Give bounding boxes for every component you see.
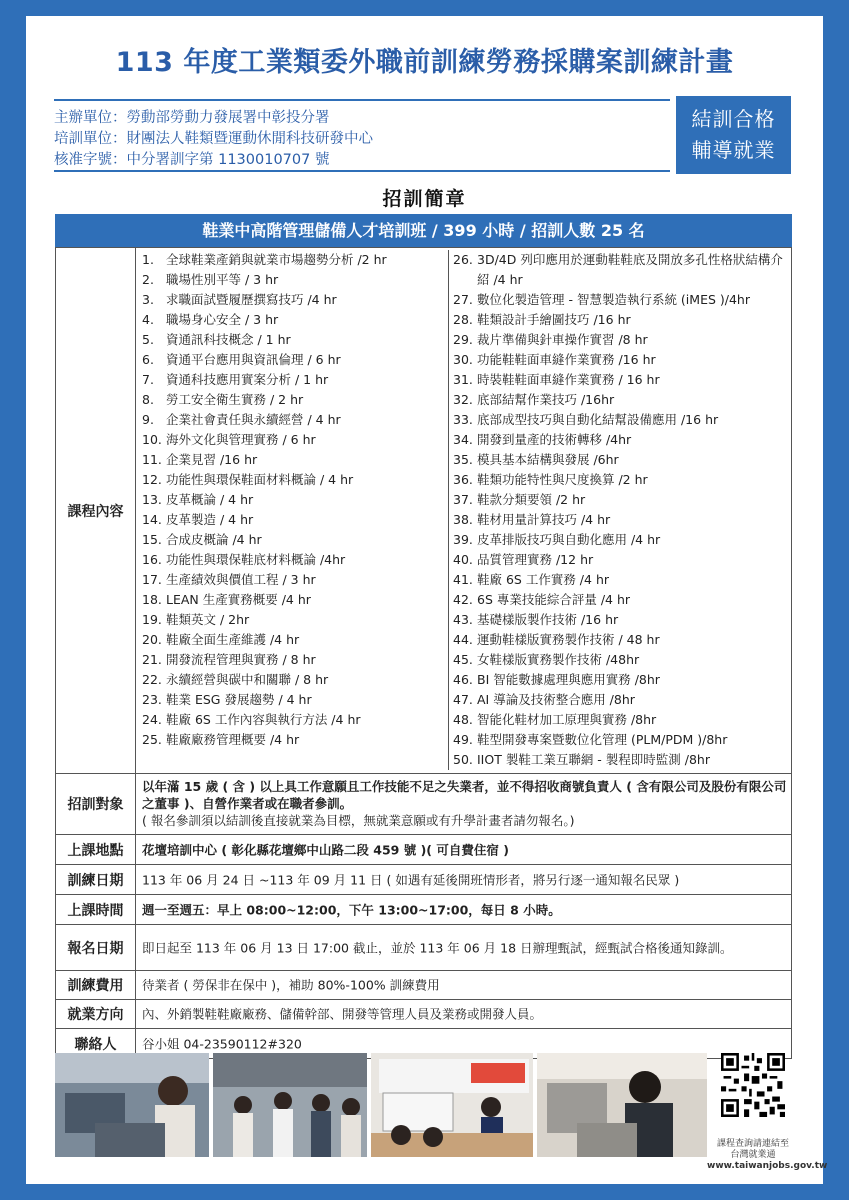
- course-item: [451, 470, 790, 490]
- course-item: [451, 290, 790, 310]
- course-item-number: 21.: [142, 652, 162, 667]
- course-item: [140, 370, 446, 390]
- training-photo-4: [537, 1053, 707, 1157]
- course-item-number: 38.: [453, 512, 473, 527]
- course-item-number: 26.: [453, 252, 473, 267]
- course-list-right: [448, 250, 790, 770]
- course-item-number: 2.: [142, 272, 154, 287]
- course-item-number: 3.: [142, 292, 154, 307]
- course-item-text: 6S 專業技能綜合評量 /4 hr: [477, 592, 631, 607]
- course-item-text: 鞋廠 6S 工作實務 /4 hr: [477, 572, 610, 587]
- course-item: [140, 710, 446, 730]
- course-item-text: 企業社會責任與永續經營 / 4 hr: [166, 412, 341, 427]
- training-photo-3: [371, 1053, 533, 1157]
- course-item: [451, 750, 790, 770]
- course-item-text: 基礎樣版製作技術 /16 hr: [477, 612, 619, 627]
- course-item-number: 49.: [453, 732, 473, 747]
- course-item: [140, 470, 446, 490]
- time-label: 上課時間: [56, 895, 136, 924]
- photo-workshop: [55, 1053, 209, 1157]
- course-row: [56, 248, 791, 774]
- course-item-text: 鞋款分類要領 /2 hr: [477, 492, 586, 507]
- course-item-text: 鞋業 ESG 發展趨勢 / 4 hr: [166, 692, 312, 707]
- flyer: [26, 16, 828, 1184]
- course-item-number: 42.: [453, 592, 473, 607]
- course-item: [451, 690, 790, 710]
- course-item-number: 28.: [453, 312, 473, 327]
- course-item: [140, 610, 446, 630]
- qr-code-box: [707, 1053, 828, 1179]
- course-item-text: 鞋類英文 / 2hr: [166, 612, 250, 627]
- course-item: [451, 370, 790, 390]
- career-label: 就業方向: [56, 1000, 136, 1028]
- qr-caption: [707, 1139, 828, 1172]
- organizer-info: [54, 94, 670, 174]
- info-table: [55, 247, 792, 1059]
- job-placement-badge: [676, 96, 791, 174]
- course-item-number: 41.: [453, 572, 473, 587]
- course-item-number: 6.: [142, 352, 154, 367]
- course-item: [140, 250, 446, 270]
- course-item-text: 職場性別平等 / 3 hr: [166, 272, 279, 287]
- course-item: [451, 490, 790, 510]
- course-item: [451, 590, 790, 610]
- course-item: [451, 570, 790, 590]
- course-item-text: AI 導論及技術整合應用 /8hr: [477, 692, 635, 707]
- target-text: [142, 778, 787, 829]
- course-item-number: 37.: [453, 492, 473, 507]
- course-item: [140, 390, 446, 410]
- photo-class-group: [213, 1053, 367, 1157]
- course-item-number: 13.: [142, 492, 162, 507]
- location-text: 花壇培訓中心 ( 彰化縣花壇鄉中山路二段 459 號 )( 可自費住宿 ): [142, 842, 509, 857]
- course-item: [451, 530, 790, 550]
- fee-row: [56, 971, 791, 1000]
- course-item-text: 開發流程管理與實務 / 8 hr: [166, 652, 316, 667]
- course-item-text: IIOT 製鞋工業互聯網 - 製程即時監測 /8hr: [477, 752, 710, 767]
- course-item-number: 46.: [453, 672, 473, 687]
- target-main: 以年滿 15 歲 ( 含 ) 以上具工作意願且工作技能不足之失業者，並不得招收商號負責人 ( 含有限公司及股份有限公司之董事 )、自營作業者或在職者參訓。: [142, 779, 787, 811]
- course-item: [451, 650, 790, 670]
- divider-bottom: [54, 170, 670, 172]
- course-item: [140, 730, 446, 750]
- course-item-number: 31.: [453, 372, 473, 387]
- course-item-text: 鞋類功能特性與尺度換算 /2 hr: [477, 472, 648, 487]
- qr-url[interactable]: www.taiwanjobs.gov.tw: [707, 1161, 828, 1171]
- organizer-text: 主辦單位：勞動部勞動力發展署中彰投分署: [54, 110, 330, 126]
- course-item-number: 39.: [453, 532, 473, 547]
- course-item-number: 27.: [453, 292, 473, 307]
- course-item-text: 女鞋樣版實務製作技術 /48hr: [477, 652, 640, 667]
- course-item-number: 33.: [453, 412, 473, 427]
- target-note: ( 報名參訓須以結訓後直接就業為目標，無就業意願或有升學計畫者請勿報名。): [142, 813, 575, 828]
- course-item-number: 4.: [142, 312, 154, 327]
- fee-text: 待業者 ( 勞保非在保中 )，補助 80%-100% 訓練費用: [142, 977, 440, 993]
- course-item: [451, 670, 790, 690]
- course-item-number: 23.: [142, 692, 162, 707]
- course-list-left: [140, 250, 446, 750]
- course-item-text: 底部成型技巧與自動化結幫設備應用 /16 hr: [477, 412, 719, 427]
- course-item-text: 底部結幫作業技巧 /16hr: [477, 392, 615, 407]
- photo-strip: [55, 1053, 828, 1179]
- course-item-text: 勞工安全衛生實務 / 2 hr: [166, 392, 304, 407]
- course-item-number: 25.: [142, 732, 162, 747]
- qr-caption-2: 台灣就業通: [730, 1150, 776, 1160]
- course-item-number: 29.: [453, 332, 473, 347]
- course-item-number: 47.: [453, 692, 473, 707]
- course-item: [140, 590, 446, 610]
- course-item-number: 11.: [142, 452, 162, 467]
- course-item: [451, 430, 790, 450]
- course-item: [140, 330, 446, 350]
- course-item-number: 8.: [142, 392, 154, 407]
- course-item-text: 功能性與環保鞋底材料概論 /4hr: [166, 552, 346, 567]
- course-item: [451, 710, 790, 730]
- badge-line-2: 輔導就業: [691, 138, 776, 162]
- signup-row: [56, 925, 791, 971]
- divider-top: [54, 99, 670, 101]
- course-item: [451, 510, 790, 530]
- signup-text: 即日起至 113 年 06 月 13 日 17:00 截止，並於 113 年 06 月 18 日辦理甄試，經甄試合格後通知錄訓。: [142, 940, 733, 955]
- course-item-number: 32.: [453, 392, 473, 407]
- course-item: [140, 530, 446, 550]
- course-item: [451, 390, 790, 410]
- photo-sewing: [537, 1053, 707, 1157]
- course-item-text: 職場身心安全 / 3 hr: [166, 312, 279, 327]
- class-banner: 鞋業中高階管理儲備人才培訓班 / 399 小時 / 招訓人數 25 名: [55, 214, 792, 247]
- course-item-number: 30.: [453, 352, 473, 367]
- course-item: [451, 410, 790, 430]
- course-item-text: 智能化鞋材加工原理與實務 /8hr: [477, 712, 657, 727]
- course-item-text: 品質管理實務 /12 hr: [477, 552, 594, 567]
- course-item-number: 48.: [453, 712, 473, 727]
- course-item: [140, 450, 446, 470]
- qr-caption-1: 課程查詢請連結至: [716, 1139, 789, 1149]
- time-text: 週一至週五：早上 08:00~12:00，下午 13:00~17:00，每日 8 小時。: [142, 902, 561, 917]
- course-item: [451, 310, 790, 330]
- course-item-text: 鞋廠 6S 工作內容與執行方法 /4 hr: [166, 712, 361, 727]
- course-item-text: 資通訊科技概念 / 1 hr: [166, 332, 291, 347]
- course-item: [140, 690, 446, 710]
- course-item-number: 17.: [142, 572, 162, 587]
- target-row: [56, 774, 791, 835]
- course-item-number: 35.: [453, 452, 473, 467]
- photo-lecture: [371, 1053, 533, 1157]
- career-row: [56, 1000, 791, 1029]
- course-item-number: 10.: [142, 432, 162, 447]
- course-item-number: 43.: [453, 612, 473, 627]
- course-item-text: 鞋類設計手繪圖技巧 /16 hr: [477, 312, 631, 327]
- course-item-number: 9.: [142, 412, 154, 427]
- course-item-text: 資通科技應用實案分析 / 1 hr: [166, 372, 329, 387]
- course-item: [140, 510, 446, 530]
- course-item-text: 合成皮概論 /4 hr: [166, 532, 262, 547]
- course-item: [140, 430, 446, 450]
- course-item: [140, 490, 446, 510]
- course-item-text: 皮革概論 / 4 hr: [166, 492, 254, 507]
- course-item-number: 36.: [453, 472, 473, 487]
- course-item-text: 模具基本結構與發展 /6hr: [477, 452, 619, 467]
- course-label: 課程內容: [56, 248, 136, 774]
- course-item-text: 皮革製造 / 4 hr: [166, 512, 254, 527]
- course-item-number: 24.: [142, 712, 162, 727]
- course-item: [140, 410, 446, 430]
- course-item: [451, 550, 790, 570]
- contact-label: 聯絡人: [56, 1029, 136, 1058]
- time-row: [56, 895, 791, 925]
- trainer-text: 培訓單位：財團法人鞋類暨運動休閒科技研發中心: [54, 131, 373, 147]
- course-item: [451, 450, 790, 470]
- course-item-number: 18.: [142, 592, 162, 607]
- dates-row: [56, 865, 791, 895]
- fee-label: 訓練費用: [56, 971, 136, 999]
- page-title: 113 年度工業類委外職前訓練勞務採購案訓練計畫: [115, 47, 734, 78]
- course-item-text: 運動鞋樣版實務製作技術 / 48 hr: [477, 632, 660, 647]
- course-item-number: 44.: [453, 632, 473, 647]
- course-item: [451, 250, 790, 290]
- course-item-number: 16.: [142, 552, 162, 567]
- dates-label: 訓練日期: [56, 865, 136, 894]
- qr-code-icon[interactable]: [721, 1053, 785, 1117]
- signup-label: 報名日期: [56, 925, 136, 970]
- training-photo-1: [55, 1053, 209, 1157]
- course-item: [451, 630, 790, 650]
- location-row: [56, 835, 791, 865]
- target-label: 招訓對象: [56, 774, 136, 834]
- training-photo-2: [213, 1053, 367, 1157]
- section-title: 招訓簡章: [382, 188, 467, 210]
- course-item-text: 海外文化與管理實務 / 6 hr: [166, 432, 316, 447]
- course-item: [140, 670, 446, 690]
- course-item-text: 功能性與環保鞋面材料概論 / 4 hr: [166, 472, 354, 487]
- course-item-number: 20.: [142, 632, 162, 647]
- course-item-text: 數位化製造管理 - 智慧製造執行系統 (iMES )/4hr: [477, 292, 750, 307]
- approval-text: 核准字號：中分署訓字第 1130010707 號: [54, 152, 330, 168]
- course-item-text: 時裝鞋鞋面車縫作業實務 / 16 hr: [477, 372, 660, 387]
- badge-line-1: 結訓合格: [691, 107, 776, 131]
- career-text: 內、外銷製鞋鞋廠廠務、儲備幹部、開發等管理人員及業務或開發人員。: [142, 1006, 543, 1022]
- course-item-number: 1.: [142, 252, 154, 267]
- course-item: [140, 570, 446, 590]
- course-item-number: 7.: [142, 372, 154, 387]
- course-item-number: 5.: [142, 332, 154, 347]
- course-item-number: 19.: [142, 612, 162, 627]
- location-label: 上課地點: [56, 835, 136, 864]
- course-item-text: 鞋材用量計算技巧 /4 hr: [477, 512, 611, 527]
- course-item: [451, 350, 790, 370]
- course-item-text: LEAN 生產實務概要 /4 hr: [166, 592, 311, 607]
- course-item-text: 3D/4D 列印應用於運動鞋鞋底及開放多孔性格狀結構介紹 /4 hr: [477, 252, 783, 287]
- course-item-text: 鞋廠全面生產維護 /4 hr: [166, 632, 300, 647]
- course-item: [140, 270, 446, 290]
- course-item: [140, 650, 446, 670]
- course-item-text: 生產績效與價值工程 / 3 hr: [166, 572, 316, 587]
- course-item-text: 求職面試暨履歷撰寫技巧 /4 hr: [166, 292, 337, 307]
- course-item: [140, 310, 446, 330]
- course-item-number: 15.: [142, 532, 162, 547]
- course-item-text: 鞋型開發專案暨數位化管理 (PLM/PDM )/8hr: [477, 732, 728, 747]
- course-item: [140, 350, 446, 370]
- course-item-number: 14.: [142, 512, 162, 527]
- course-item: [451, 610, 790, 630]
- course-item-text: 鞋廠廠務管理概要 /4 hr: [166, 732, 300, 747]
- course-item-text: 企業見習 /16 hr: [166, 452, 258, 467]
- course-item-text: BI 智能數據處理與應用實務 /8hr: [477, 672, 660, 687]
- course-item: [140, 630, 446, 650]
- course-item-text: 裁片準備與針車操作實習 /8 hr: [477, 332, 648, 347]
- course-item-text: 全球鞋業產銷與就業市場趨勢分析 /2 hr: [166, 252, 387, 267]
- course-item-text: 皮革排版技巧與自動化應用 /4 hr: [477, 532, 661, 547]
- course-item: [140, 290, 446, 310]
- course-item-text: 永續經營與碳中和關聯 / 8 hr: [166, 672, 329, 687]
- course-item-text: 資通平台應用與資訊倫理 / 6 hr: [166, 352, 341, 367]
- course-item: [451, 730, 790, 750]
- dates-text: 113 年 06 月 24 日 ~113 年 09 月 11 日 ( 如遇有延後開班情形者，將另行逐一通知報名民眾 ): [142, 872, 680, 887]
- course-item-number: 40.: [453, 552, 473, 567]
- course-item: [451, 330, 790, 350]
- course-item-number: 45.: [453, 652, 473, 667]
- course-item-text: 功能鞋鞋面車縫作業實務 /16 hr: [477, 352, 656, 367]
- course-item-number: 50.: [453, 752, 473, 767]
- course-item-number: 22.: [142, 672, 162, 687]
- course-item: [140, 550, 446, 570]
- course-item-text: 開發到量產的技術轉移 /4hr: [477, 432, 632, 447]
- contact-text: 谷小姐 04-23590112#320: [142, 1036, 302, 1051]
- course-item-number: 12.: [142, 472, 162, 487]
- course-item-number: 34.: [453, 432, 473, 447]
